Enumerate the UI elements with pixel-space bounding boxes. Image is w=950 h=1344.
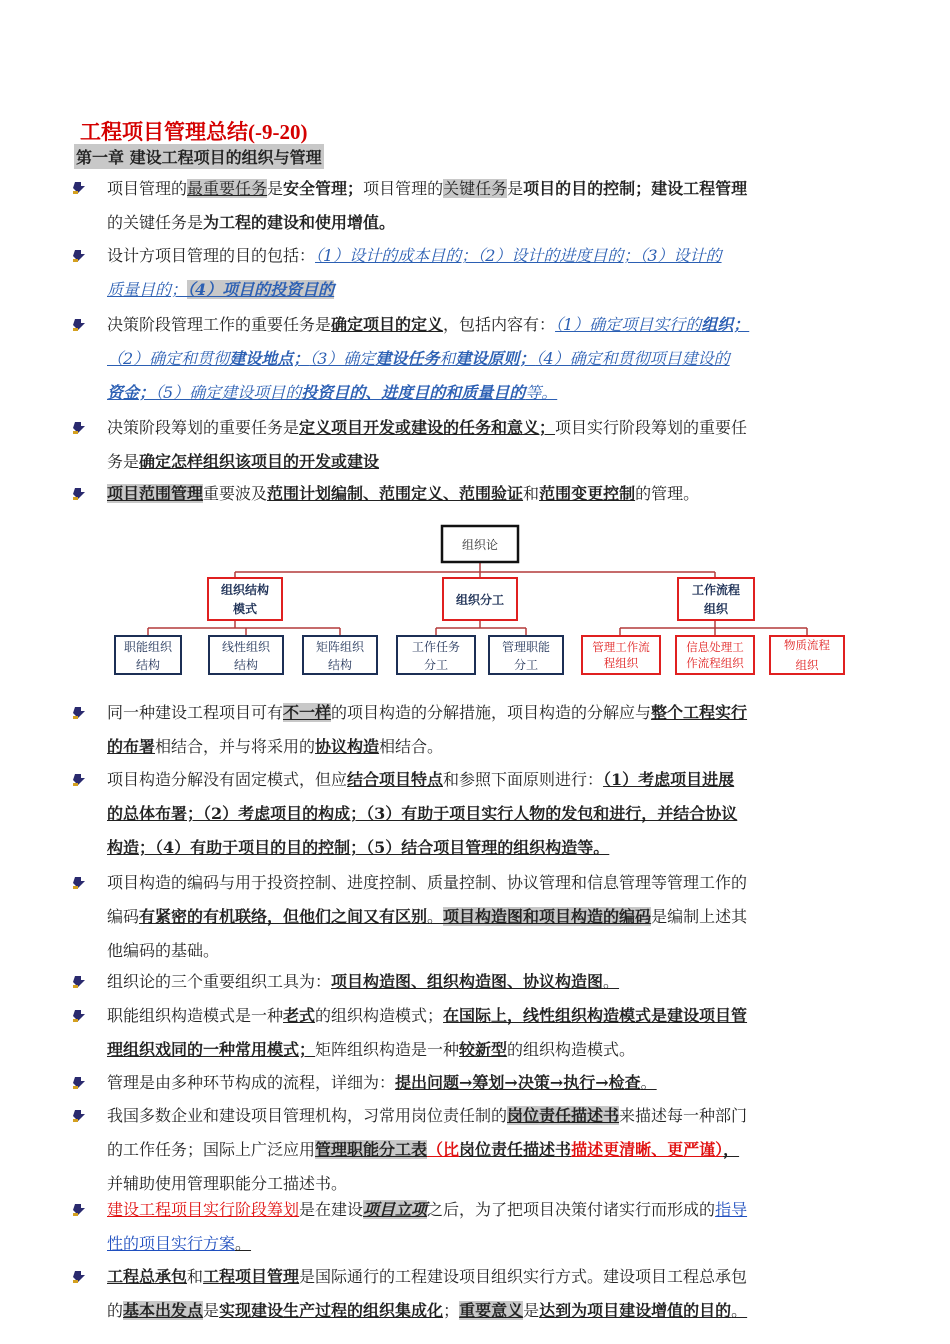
paragraph-1: 项目管理的最重要任务是安全管理；项目管理的关键任务是项目的目的控制；建设工程管理 的关键任务是为工程的建设和使用增值。 — [107, 179, 748, 232]
paragraph-10: 职能组织构造模式是一种老式的组织构造模式；在国际上，线性组织构造模式是建设项目管 理组织戏同的一种常用模式；矩阵组织构造是一种较新型的组织构造模式。 — [107, 1006, 748, 1059]
bullet-arrow-icon — [72, 1109, 86, 1123]
paragraph-9: 组织论的三个重要组织工具为：项目构造图、组织构造图、协议构造图。 — [107, 972, 620, 991]
paragraph-14: 工程总承包和工程项目管理是国际通行的工程建设项目组织实行方式。建设项目工程总承包 的基本出发点是实现建设生产过程的组织集成化；重要意义是达到为项目建设增值的目的。 — [107, 1267, 748, 1320]
paragraph-4: 决策阶段筹划的重要任务是定义项目开发或建设的任务和意义；项目实行阶段筹划的重要任 务是确定怎样组织该项目的开发或建设 — [107, 418, 748, 471]
paragraph-12: 我国多数企业和建设项目管理机构，习常用岗位责任制的岗位责任描述书来描述每一种部门 的工作任务；国际上广泛应用管理职能分工表（比岗位责任描述书描述更清晰、更严谨）， 并辅助使用管理职能分工描述书。 — [107, 1106, 748, 1193]
organization-theory-diagram — [110, 520, 860, 680]
bullet-arrow-icon — [72, 1270, 86, 1284]
bullet-arrow-icon — [72, 421, 86, 435]
paragraph-11: 管理是由多种环节构成的流程，详细为：提出问题→筹划→决策→执行→检查。 — [107, 1073, 657, 1092]
document-title: 工程项目管理总结(-9-20) — [80, 120, 308, 144]
bullet-arrow-icon — [72, 706, 86, 720]
leaf-label: 工作任务 — [411, 640, 461, 654]
leaf-label: 管理职能 — [501, 640, 551, 654]
leaf-label: 职能组织 — [123, 640, 173, 654]
paragraph-8: 项目构造的编码与用于投资控制、进度控制、质量控制、协议管理和信息管理等管理工作的 编码有紧密的有机联络，但他们之间又有区别。项目构造图和项目构造的编码是编制上述其 他编码的基础。 — [107, 873, 748, 960]
leaf-label: 线性组织 — [221, 640, 271, 654]
mid-node-structure-l1: 组织结构 — [220, 583, 270, 597]
bullet-arrow-icon — [72, 1076, 86, 1090]
paragraph-13: 建设工程项目实行阶段筹划是在建设项目立项之后，为了把项目决策付诸实行而形成的指导 性的项目实行方案。 — [107, 1200, 748, 1253]
chapter-heading: 第一章 建设工程项目的组织与管理 — [74, 144, 324, 169]
root-node-label: 组织论 — [461, 538, 499, 552]
bullet-arrow-icon — [72, 318, 86, 332]
leaf-label: 结构 — [135, 658, 161, 672]
bullet-arrow-icon — [72, 975, 86, 989]
bullet-arrow-icon — [72, 773, 86, 787]
leaf-label: 管理工作流 — [592, 640, 650, 654]
bullet-arrow-icon — [72, 1203, 86, 1217]
leaf-label: 作流程组织 — [686, 656, 744, 670]
paragraph-7: 项目构造分解没有固定模式，但应结合项目特点和参照下面原则进行：（1）考虑项目进展 的总体布署；（2）考虑项目的构成；（3）有助于项目实行人物的发包和进行，并结合协议 构造；（4）有助于项目的目的控制；（5）结合项目管理的组织构造等。 — [107, 770, 738, 857]
paragraph-2: 设计方项目管理的目的包括：（1）设计的成本目的；（2）设计的进度目的；（3）设计的 质量目的；（4）项目的投资目的 — [107, 246, 722, 299]
mid-node-workflow-l1: 工作流程 — [691, 583, 741, 597]
leaf-label: 分工 — [513, 658, 539, 672]
bullet-arrow-icon — [72, 1009, 86, 1023]
leaf-label: 程组织 — [603, 656, 639, 670]
leaf-label: 组织 — [795, 658, 819, 672]
bullet-arrow-icon — [72, 876, 86, 890]
leaf-label: 物质流程 — [784, 638, 830, 652]
paragraph-5: 项目范围管理重要波及范围计划编制、范围定义、范围验证和范围变更控制的管理。 — [107, 484, 700, 503]
bullet-arrow-icon — [72, 487, 86, 501]
bullet-arrow-icon — [72, 249, 86, 263]
leaf-label: 分工 — [423, 658, 449, 672]
mid-node-division-l1: 组织分工 — [455, 593, 505, 607]
leaf-label: 结构 — [233, 658, 259, 672]
paragraph-3: 决策阶段管理工作的重要任务是确定项目的定义，包括内容有：（1）确定项目实行的组织； （2）确定和贯彻建设地点；（3）确定建设任务和建设原则；（4）确定和贯彻项目建设的 资金；（5）确定建设项目的投资目的、进度目的和质量目的等。 — [107, 315, 750, 402]
mid-node-workflow-l2: 组织 — [703, 602, 729, 616]
bullet-arrow-icon — [72, 181, 86, 195]
mid-node-structure-l2: 模式 — [232, 602, 258, 616]
leaf-label: 矩阵组织 — [315, 640, 365, 654]
leaf-label: 信息处理工 — [686, 640, 744, 654]
leaf-label: 结构 — [327, 658, 353, 672]
paragraph-6: 同一种建设工程项目可有不一样的项目构造的分解措施，项目构造的分解应与整个工程实行 的布署相结合，并与将采用的协议构造相结合。 — [107, 703, 748, 756]
